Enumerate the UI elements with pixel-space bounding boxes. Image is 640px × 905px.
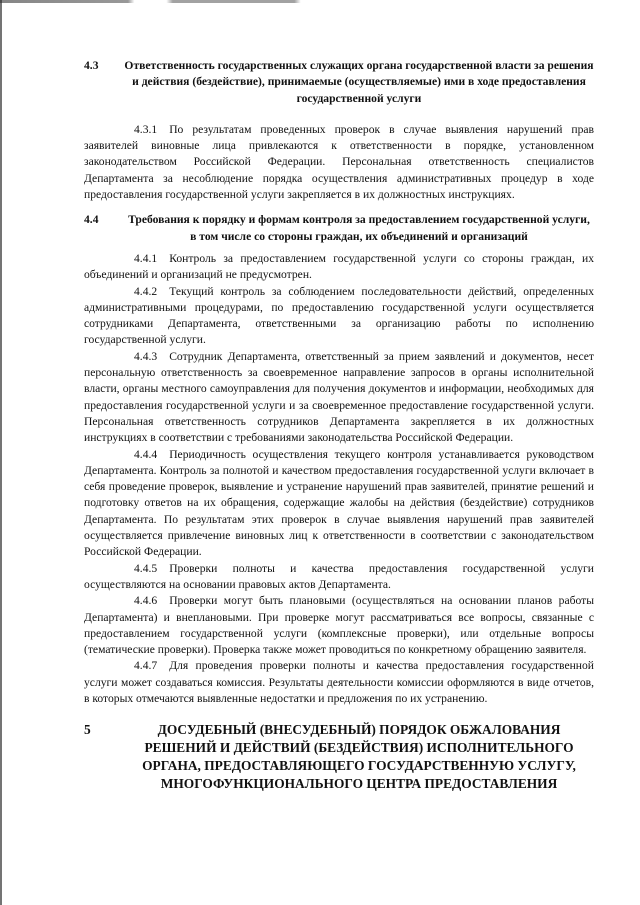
paragraph-4-4-1 bbox=[84, 251, 594, 284]
paragraph-4-4-3 bbox=[84, 349, 594, 447]
paragraph-number: 4.4.4 bbox=[134, 447, 158, 461]
section-heading-5 bbox=[84, 721, 594, 793]
paragraph-number: 4.3.1 bbox=[134, 122, 158, 136]
heading-text: Требования к порядку и формам контроля за предоставлением государственной услуги, в том числе со стороны граждан, их объединений и организаций bbox=[128, 213, 590, 243]
paragraph-number: 4.4.7 bbox=[134, 659, 158, 673]
section-heading-4-3 bbox=[84, 58, 594, 107]
paragraph-text: Для проведения проверки полноты и качества предоставления государственной услуги может создаваться комиссия. Результаты деятельности комиссии оформляются в виде отчетов, в которых отмечаются выявленные недостатки и предложения по их устранению. bbox=[84, 659, 594, 705]
paragraph-number: 4.4.6 bbox=[134, 594, 158, 608]
paragraph-number: 4.4.2 bbox=[134, 284, 158, 298]
heading-text: ДОСУДЕБНЫЙ (ВНЕСУДЕБНЫЙ) ПОРЯДОК ОБЖАЛОВАНИЯ РЕШЕНИЙ И ДЕЙСТВИЙ (БЕЗДЕЙСТВИЯ) ИСПОЛНИТЕЛЬНОГО ОРГАНА, ПРЕДОСТАВЛЯЮЩЕГО ГОСУДАРСТВЕННУЮ УСЛУГУ, МНОГОФУНКЦИОНАЛЬНОГО ЦЕНТРА ПРЕДОСТАВЛЕНИЯ bbox=[142, 722, 576, 792]
paragraph-number: 4.4.3 bbox=[134, 349, 158, 363]
paragraph-4-4-4 bbox=[84, 447, 594, 561]
scan-artifact-top bbox=[0, 0, 640, 3]
paragraph-4-4-6 bbox=[84, 593, 594, 658]
paragraph-number: 4.4.5 bbox=[134, 561, 158, 575]
paragraph-4-3-1 bbox=[84, 122, 594, 203]
scan-artifact-left bbox=[0, 0, 2, 905]
paragraph-text: Сотрудник Департамента, ответственный за прием заявлений и документов, несет персональную ответственность за своевременное направление запросов в органы исполнительной власти, органы местного самоуправления для получения документов и информации, необходимых для предоставления государственной услуги и за своевременное предоставление государственной услуги. Персональная ответственность сотрудников Департамента закрепляется в их должностных инструкциях в соответствии с требованиями законодательства Российской Федерации. bbox=[84, 349, 594, 445]
paragraph-text: По результатам проведенных проверок в случае выявления нарушений прав заявителей виновные лица привлекаются к ответственности в порядке, установленном законодательством Российской Федерации. Персональная ответственность специалистов Департамента за несоблюдение порядка осуществления административных процедур в ходе предоставления государственной услуги закрепляется в их должностных инструкциях. bbox=[84, 122, 594, 202]
paragraph-4-4-2 bbox=[84, 284, 594, 349]
paragraph-text: Контроль за предоставлением государственной услуги со стороны граждан, их объединений и организаций не предусмотрен. bbox=[84, 251, 594, 282]
heading-number: 5 bbox=[84, 722, 91, 738]
paragraph-4-4-7 bbox=[84, 658, 594, 707]
paragraph-text: Текущий контроль за соблюдением последовательности действий, определенных административными процедурами, по предоставлению государственной услуги осуществляется сотрудниками Департамента, ответственными за организацию работы по исполнению государственной услуги. bbox=[84, 284, 594, 347]
section-heading-4-4 bbox=[84, 212, 594, 245]
paragraph-text: Проверки полноты и качества предоставления государственной услуги осуществляются на основании правовых актов Департамента. bbox=[84, 561, 594, 591]
heading-text: Ответственность государственных служащих органа государственной власти за решения и действия (бездействие), принимаемые (осуществляемые) ими в ходе предоставления государственной услуги bbox=[124, 59, 594, 105]
paragraph-4-4-5 bbox=[84, 561, 594, 594]
document-page bbox=[84, 58, 594, 793]
paragraph-text: Проверки могут быть плановыми (осуществляться на основании планов работы Департамента) и внеплановыми. При проверке могут рассматриваться все вопросы, связанные с предоставлением государственной услуги (комплексные проверки), или отдельные вопросы (тематические проверки). Проверка также может проводиться по конкретному обращению заявителя. bbox=[84, 594, 594, 657]
heading-number: 4.3 bbox=[84, 59, 99, 72]
paragraph-number: 4.4.1 bbox=[134, 251, 158, 265]
heading-number: 4.4 bbox=[84, 213, 99, 227]
paragraph-text: Периодичность осуществления текущего контроля устанавливается руководством Департамента. Контроль за полнотой и качеством предоставления государственной услуги включает в себя проведение проверок, выявление и устранение нарушений прав заявителей, принятие решений и подготовку ответов на их обращения, содержащие жалобы на действия (бездействие) сотрудников Департамента. По результатам этих проверок в случае выявления нарушений прав заявителей осуществляется привлечение виновных лиц к ответственности в соответствии с законодательством Российской Федерации. bbox=[84, 447, 594, 559]
